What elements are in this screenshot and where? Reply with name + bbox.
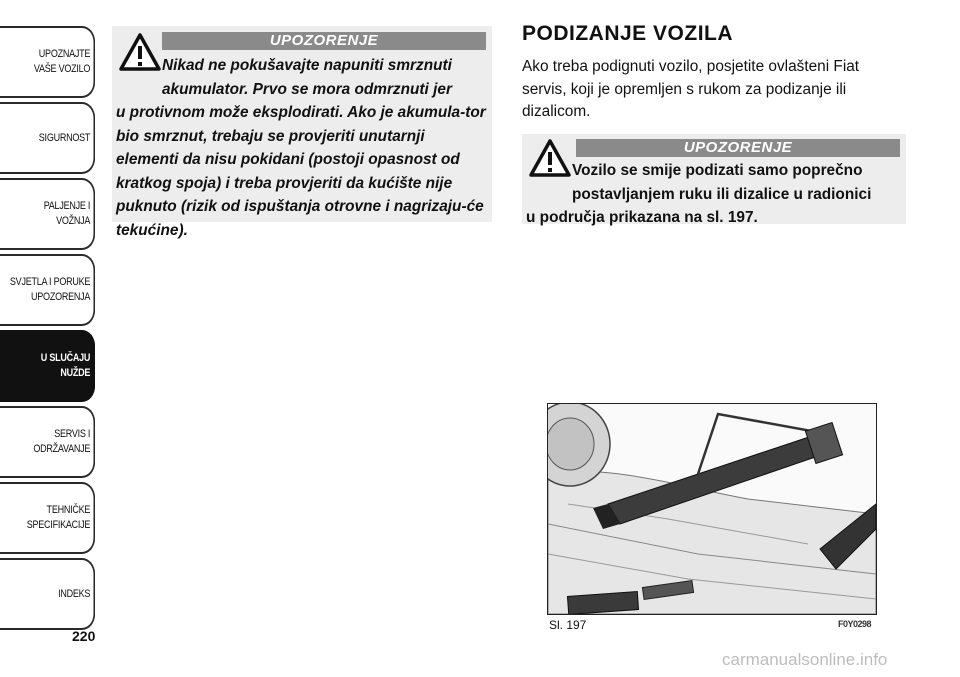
figure-vehicle-underbody bbox=[547, 403, 877, 615]
tab-sigurnost[interactable]: SIGURNOST bbox=[0, 102, 95, 174]
figure-code: F0Y0298 bbox=[838, 619, 872, 629]
tab-tehnicke-specifikacije[interactable]: TEHNIČKE SPECIFIKACIJE bbox=[0, 482, 95, 554]
vehicle-lift-illustration bbox=[548, 404, 876, 614]
lifting-warning-box bbox=[522, 134, 906, 224]
tab-upoznajte-vase-vozilo[interactable]: UPOZNAJTE VAŠE VOZILO bbox=[0, 26, 95, 98]
tab-servis-i-odrzavanje[interactable]: SERVIS I ODRŽAVANJE bbox=[0, 406, 95, 478]
tab-paljenje-i-voznja[interactable]: PALJENJE I VOŽNJA bbox=[0, 178, 95, 250]
watermark: carmanualsonline.info bbox=[722, 650, 888, 669]
battery-warning-text: Nikad ne pokušavajte napuniti smrznuti akumulator. Prvo se mora odmrznuti jer u protivnom može eksplodirati. Ako je akumula-tor bio smrznut, trebaju se provjeriti unutarnji elementi da nisu pokidani (postoji opasnost od kratkog spoja) i treba provjeriti da kućište nije puknuto (rizik od ispuštanja otrovne i nagrizaju-će tekućine). bbox=[116, 57, 486, 239]
section-body: Ako treba podignuti vozilo, posjetite ovlašteni Fiat servis, koji je opremljen s rukom za podizanje ili dizalicom. bbox=[522, 58, 860, 120]
page-number: 220 bbox=[72, 628, 96, 644]
figure-caption: Sl. 197 bbox=[549, 618, 587, 632]
tab-svjetla-i-poruke[interactable]: SVJETLA I PORUKE UPOZORENJA bbox=[0, 254, 95, 326]
lifting-warning-text: Vozilo se smije podizati samo poprečno postavljanjem ruku ili dizalice u radionici u područja prikazana na sl. 197. bbox=[526, 162, 872, 226]
section-title: PODIZANJE VOZILA bbox=[522, 22, 734, 45]
tab-u-slucaju-nuzde[interactable]: U SLUČAJU NUŽDE bbox=[0, 330, 95, 402]
battery-warning-box bbox=[112, 26, 492, 239]
warning-title-bar: UPOZORENJE bbox=[576, 139, 900, 157]
warning-title-bar: UPOZORENJE bbox=[162, 32, 486, 50]
tab-indeks[interactable]: INDEKS bbox=[0, 558, 95, 630]
